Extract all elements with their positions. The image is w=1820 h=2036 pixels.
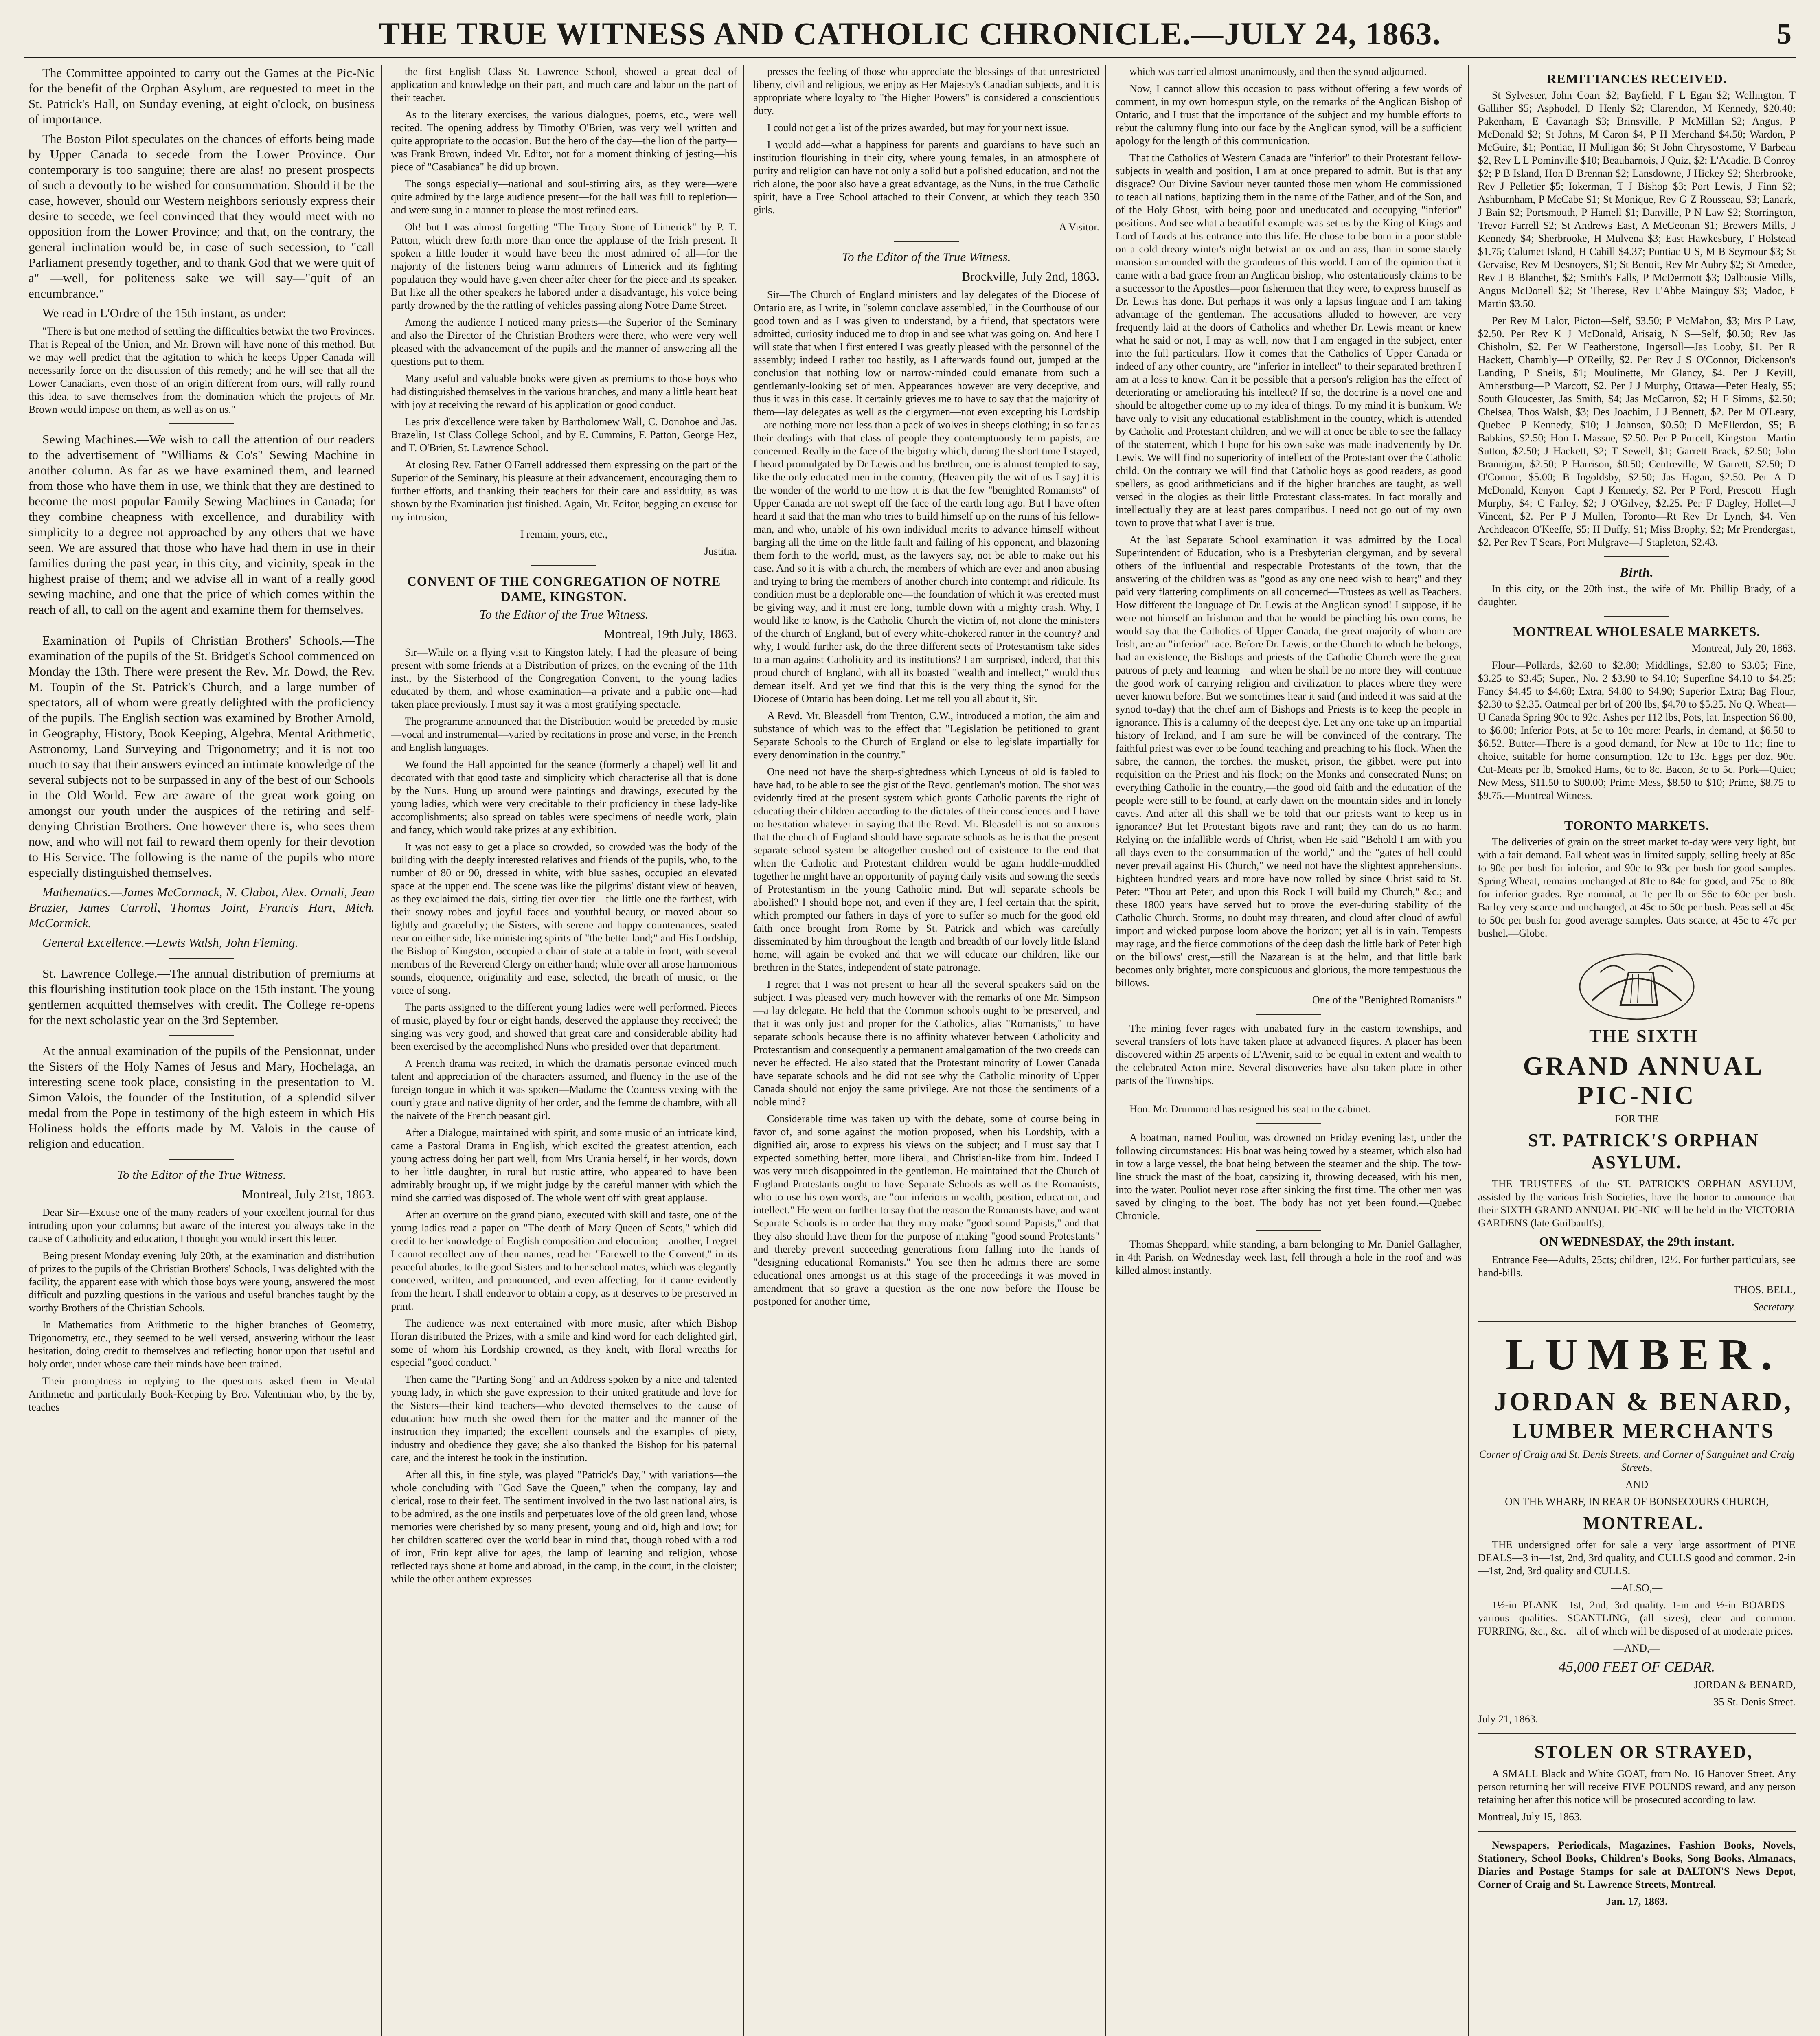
paragraph: The mining fever rages with unabated fury in the eastern townships, and several transfers of lots have taken place at advanced figures. A placer has been discovered within 25 arpents of L'Avenir, said to be equal in extent and wealth to the celebrated Acton mine. Several discoveries have also taken place in other parts of the Townships. bbox=[1116, 1022, 1462, 1086]
separator bbox=[1256, 1014, 1321, 1015]
paragraph: Examination of Pupils of Christian Brothers' Schools.—The examination of the pupils of the St. Bridget's School commenced on Monday the 13th. There were present the Rev. Mr. Dowd, the Rev. M. Toupin of the St. Patrick's Church, and a large number of spectators, all of whom were greatly delighted with the proficiency of the pupils. The English section was examined by Brother Arnold, in Geography, History, Book Keeping, Algebra, Mental Arithmetic, Astronomy, Land Surveying and Trigonometry; and it is not too much to say that their answers evinced an intimate knowledge of the several subjects not to be surpassed in any of the best of our Schools in the Old World. Few are aware of the great work going on amongst our youth under the auspices of the retiring and self-denying Christian Brothers. One however there is, who sees them now, and who will not fail to reward them openly for their devotion to His Service. The following is the name of the pupils who more especially distinguished themselves. bbox=[29, 633, 375, 880]
paragraph: Being present Monday evening July 20th, at the examination and distribution of prizes to the pupils of the Christian Brothers' Schools, I was delighted with the facility, the apparent ease with which those boys were young, answered the most difficult and puzzling questions in the various and useful branches taught by the worthy Brothers of the Christian Schools. bbox=[29, 1250, 375, 1314]
paragraph: Dear Sir—Excuse one of the many readers of your excellent journal for thus intruding upon your columns; but aware of the interest you always take in the cause of Catholicity and education, I thought you would insert this letter. bbox=[29, 1207, 375, 1244]
paragraph: Sir—While on a flying visit to Kingston lately, I had the pleasure of being present with some friends at a Distribution of prizes, on the evening of the 11th inst., by the Sisterhood of the Congregation Convent, to the young ladies educated by them, and whose examination—a private and a public one—had taken place previously. I must say it was a most gratifying spectacle. bbox=[391, 646, 737, 710]
birth-notice: In this city, on the 20th inst., the wife of Mr. Phillip Brady, of a daughter. bbox=[1478, 583, 1796, 608]
paragraph: presses the feeling of those who appreciate the blessings of that unrestricted liberty, civil and religious, we enjoy as Her Majesty's Canadian subjects, and it is appropriate where loyalty to "the Higher Powers" is considered a conscientious duty. bbox=[753, 66, 1099, 116]
paragraph: After a Dialogue, maintained with spirit, and some music of an intricate kind, came a Pastoral Drama in English, which excited the greatest attention, each young actress doing her part well, from Mrs Urania herself, in her words, down to her little daughter, in rural but rustic attire, who appeared to have been admirably brought up, if we might judge by the careful manner with which the mind she carried was disposed of. The whole went off with great applause. bbox=[391, 1127, 737, 1204]
paragraph: The programme announced that the Distribution would be preceded by music—vocal and instrumental—varied by recitations in prose and verse, in the French and English languages. bbox=[391, 715, 737, 753]
paragraph: The Committee appointed to carry out the Games at the Pic-Nic for the benefit of the Orphan Asylum, are requested to meet in the St. Patrick's Hall, on Sunday evening, at eight o'clock, on business of importance. bbox=[29, 66, 375, 126]
separator bbox=[1604, 616, 1669, 617]
paragraph: We read in L'Ordre of the 15th instant, as under: bbox=[42, 306, 286, 320]
column-3 bbox=[753, 65, 1099, 2036]
markets-report: Flour—Pollards, $2.60 to $2.80; Middlings, $2.80 to $3.05; Fine, $3.25 to $3.45; Super., No. 2 $3.90 to $4.10; Superfine $4.10 to $4.25; Fancy $4.45 to $4.60; Extra, $4.80 to $4.90; Superior Extra; Bag Flour, $2.30 to $2.35. Oatmeal per brl of 200 lbs, $4.70 to $5.25. No Q. Wheat—U Canada Spring 90c to 92c. Ashes per 112 lbs, Pots, lat. Inspection $6.80, to $6.00; Inferior Pots, at 5c to 10c more; Pearls, in demand, at $6.50 to $6.52. Butter—There is a good demand, for New at 10c to 11c; fine to choice, suitable for home consumption, 12c to 13c. Eggs per doz, 90c. Cut-Meats per lb, Smoked Hams, 6c to 8c. Bacon, 3c to 5c. Pork—Quiet; New Mess, $11.50 to $00.00; Prime Mess, $8.50 to $10; Prime, $8.75 to $9.75.—Montreal Witness. bbox=[1478, 659, 1796, 801]
letter-date: Montreal, July 21st, 1863. bbox=[242, 1187, 375, 1201]
letter-date: Brockville, July 2nd, 1863. bbox=[962, 269, 1099, 283]
separator bbox=[169, 423, 234, 424]
separator bbox=[1604, 556, 1669, 557]
separator bbox=[169, 1035, 234, 1036]
picnic-entrance: Entrance Fee—Adults, 25cts; children, 12½. For further particulars, see hand-bills. bbox=[1478, 1254, 1796, 1279]
jb-cedar: 45,000 FEET OF CEDAR. bbox=[1558, 1659, 1715, 1675]
jb-signature: JORDAN & BENARD, bbox=[1694, 1679, 1796, 1691]
paragraph: After an overture on the grand piano, executed with skill and taste, one of the young ladies read a paper on "The death of Mary Queen of Scots," which did credit to her knowledge of English composition and elocution;—another, I regret I cannot recollect any of their names, read her "Farewell to the Convent," in its peaceful abodes, to the good Sisters and to her school mates, which was elegantly conceived, written, and pronounced, and even affecting, for it came evidently from the heart. I shall endeavor to obtain a copy, as it deserves to be preserved in print. bbox=[391, 1209, 737, 1312]
paragraph: At the last Separate School examination it was admitted by the Local Superintendent of Education, who is a Presbyterian clergyman, and by several others of the influential and respectable Protestants of the town, that the answering of the children was as "good as any one need wish to hear;" and they paid very flattering compliments on all concerned—Trustees as well as Teachers. How different the language of Dr. Lewis at the Anglican synod! I suppose, if he were not himself an Irishman and that he would be pinching his own corns, he would say that the Catholics of Upper Canada, the great majority of whom are Irish, are an "inferior" race. Before Dr. Lewis, or the Church to which he belongs, had an existence, the Bishops and priests of the Catholic Church were the great patrons of piety and learning—and when he shall be no more they will continue the good work of carrying religion and civilization to places where they were never known before. But we sometimes hear it said (and indeed it was said at the synod to-day) that the chief aim of Bishops and Priests is to keep the people in ignorance. This is a calumny of the deepest dye. Let any one take up an impartial history of Ireland, and I am sure he will be convinced of the contrary. The faithful priest was ever to be found teaching and preaching to his flock. When the sabre, the cannon, the torches, the musket, prison, the gibbet, were put into requisition on the Priest and his flock; on the Monks and consecrated Nuns; on everything Catholic in the country,—the good old faith and the education of the people were still to be found, at early dawn on the mountain sides and in lonely caves. And after all this shall we be told that our priests want to keep us in ignorance? But let Protestant bigots rave and rant; they can do us no harm. Relying on the infallible words of Christ, when He said "Behold I am with you all days even to the consummation of the world," and the "gates of hell could never prevail against His Church," we need not have the slightest apprehensions. Eighteen hundred years and more have now rolled by since Christ said to St. Peter: "Thou art Peter, and upon this Rock I will build my Church," &c.; and these 1800 years have served but to prove the ever-during stability of the Catholic Church. Storms, no doubt may threaten, and cloud after cloud of awful import and wicked purpose loom above the horizon; yet all is in vain. Tempests may rage, and the fierce commotions of the deep dash the little bark of Peter high on the billows' crest,—still the Nazarean is at the helm, and that little bark becomes only brighter, more conspicuous and glorious, the more tempestuous the billows. bbox=[1116, 534, 1462, 989]
paragraph: After all this, in fine style, was played "Patrick's Day," with variations—the whole concluding with "God Save the Queen," when the company, lay and clerical, rose to their feet. The sentiment involved in the two last national airs, is to be admired, as the one instils and perpetuates love of the old green land, whose memories were cherished by so many present, young and old, high and low; for her children scattered over the world bear in mind that, though robed with a rod of iron, Erin kept alive for ages, the lamp of learning and religion, whose reflected rays shone at home and abroad, in the camp, in the court, in the cloister; while the other anthem expresses bbox=[391, 1469, 737, 1585]
separator bbox=[1478, 1733, 1796, 1734]
paragraph: Considerable time was taken up with the debate, some of course being in favor of, and some against the motion proposed, when his Lordship, with a dignified air, arose to express his views on the subject; and I must say that I expected something better, more liberal, and Christian-like from him. Indeed I was very much disappointed in the gentleman. He maintained that the Church of England Protestants ought to have Separate Schools as well as the Romanists, who to use his own words, are "our inferiors in wealth, position, education, and intellect." He went on further to say that the reason the Romanists have, and want Separate Schools is in order that they may make "good sound Papists," and that they also should have them for the purpose of making "good sound Protestants" and thereby prevent succeeding generations from falling into the hands of "designing educational Romanists." You see then he admits there are some educational ones amongst us at this stage of the proceedings it was moved in amendment that so grave a question as the one now before the House be postponed for another time, bbox=[753, 1113, 1099, 1307]
quoted-paragraph: "There is but one method of settling the difficulties betwixt the two Provinces. That is Repeal of the Union, and Mr. Brown will have none of this method. But we may well predict that the agitation to which he keeps Upper Canada will necessarily force on the discussion of this remedy; and he will see that all the Lower Canadians, even those of an origin different from ours, will rally round this idea, to save themselves from the domination which the projects of Mr. Brown would impose on them, as well as on us." bbox=[29, 325, 375, 415]
picnic-for-the: FOR THE bbox=[1615, 1113, 1659, 1125]
column-4 bbox=[1116, 65, 1462, 2036]
paragraph: In Mathematics from Arithmetic to the higher branches of Geometry, Trigonometry, etc., they seemed to be well versed, answering without the least hesitation, doing credit to themselves and reflecting honor upon that useful and holy order, under whose care their minds have been trained. bbox=[29, 1319, 375, 1370]
paragraph: A boatman, named Pouliot, was drowned on Friday evening last, under the following circumstances: His boat was being towed by a steamer, which also had in tow a large vessel, the boat being between the steamer and the ship. The tow-line struck the mast of the boat, capsizing it, throwing deceased, with his men, into the water. Pouliot never rose after sinking the first time. The other men was saved by clinging to the boat. The body has not yet been found.—Quebec Chronicle. bbox=[1116, 1132, 1462, 1222]
paragraph: I regret that I was not present to hear all the several speakers said on the subject. I was pleased very much however with the remarks of one Mr. Simpson—a lay delegate. He held that the Common schools ought to be preserved, and that it was only just and proper for the Catholics, alias "Romanists," to have separate schools because there is no affinity whatever between Catholicity and Protestantism and consequently a permanent amalgamation of the two creeds can never be effected. He also stated that the Protestant minority of Lower Canada have separate schools and he did not see why the Catholic minority of Upper Canada should not enjoy the same privilege. Are not those the sentiments of a noble mind? bbox=[753, 979, 1099, 1108]
picnic-title: GRAND ANNUAL PIC-NIC bbox=[1523, 1051, 1765, 1110]
harp-crest-icon bbox=[1576, 948, 1698, 1021]
birth-heading: Birth. bbox=[1620, 565, 1654, 579]
column-1 bbox=[29, 65, 375, 2036]
page-number: 5 bbox=[1777, 18, 1791, 50]
markets-heading: MONTREAL WHOLESALE MARKETS. bbox=[1513, 624, 1761, 639]
paragraph: I could not get a list of the prizes awarded, but may for your next issue. bbox=[767, 122, 1069, 134]
paragraph: At the annual examination of the pupils of the Pensionnat, under the Sisters of the Holy Names of Jesus and Mary, Hochelaga, an interesting scene took place, consisting in the presentation to M. Simon Valois, the founder of the Institution, of a splendid silver medal from the Pope in testimony of the high esteem in which His Holiness holds the efforts made by M. Valois in the cause of religion and education. bbox=[29, 1044, 375, 1151]
stolen-notice: A SMALL Black and White GOAT, from No. 16 Hanover Street. Any person returning her will receive FIVE POUNDS reward, and any person retaining her after this notice will be prosecuted according to law. bbox=[1478, 1768, 1796, 1806]
signature: Justitia. bbox=[704, 545, 737, 557]
paragraph: General Excellence.—Lewis Walsh, John Fleming. bbox=[42, 935, 298, 950]
paragraph: Hon. Mr. Drummond has resigned his seat in the cabinet. bbox=[1129, 1103, 1371, 1115]
paragraph: The parts assigned to the different young ladies were well performed. Pieces of music, played by four or eight hands, deserved the applause they received; the singing was very good, and showed that great care and considerable ability had been exercised by the accomplished Nuns who presided over that department. bbox=[391, 1001, 737, 1052]
paragraph: Oh! but I was almost forgetting "The Treaty Stone of Limerick" by P. T. Patton, which drew forth more than once the applause of the Irish present. It spoken a little louder it would have been the most admired of all—for the majority of the listeners being warm admirers of Limerick and its fighting population they would have given cheer after cheer for the piece and its speaker. But like all the other speakers he labored under a disadvantage, his voice being partly drowned by the the rattling of vehicles passing along Notre Dame Street. bbox=[391, 221, 737, 311]
dalton-date: Jan. 17, 1863. bbox=[1606, 1896, 1668, 1907]
picnic-signature-title: Secretary. bbox=[1753, 1301, 1796, 1313]
paragraph: Thomas Sheppard, while standing, a barn belonging to Mr. Daniel Gallagher, in 4th Parish, on Wednesday week last, fell through a hole in the roof and was killed almost instantly. bbox=[1116, 1238, 1462, 1276]
separator bbox=[169, 1159, 234, 1160]
paragraph: The Boston Pilot speculates on the chances of efforts being made by Upper Canada to secede from the Lower Province. Our contemporary is too sanguine; there are alas! no present prospects of such a devoutly to be wished for consummation. Should it be the case, however, should our Western neighbors seriously express their desire to secede, we feel convinced that they would meet with no opposition from the Lower Province; and that, on the contrary, the general inclination would be, in case of such secession, to "call Parliament presently together, and to thank God that we were quit of a" —well, for politeness sake we will say—"quit of an encumbrance." bbox=[29, 132, 375, 301]
paragraph: The audience was next entertained with more music, after which Bishop Horan distributed the Prizes, with a smile and kind word for each delighted girl, some of whom his Lordship crowned, as they knelt, with floral wreaths for especial "good conduct." bbox=[391, 1317, 737, 1368]
jordan-benard-title: JORDAN & BENARD, bbox=[1494, 1387, 1794, 1416]
column-rule bbox=[1468, 65, 1469, 2036]
paragraph: The songs especially—national and soul-stirring airs, as they were—were quite admired by the large audience present—for the hall was full to repletion—and were sung in a manner to please the most refined ears. bbox=[391, 178, 737, 216]
lumber-title: LUMBER. bbox=[1505, 1330, 1782, 1379]
jb-city: MONTREAL. bbox=[1583, 1513, 1704, 1533]
picnic-the-sixth: THE SIXTH bbox=[1589, 1026, 1698, 1046]
paragraph: It was not easy to get a place so crowded, so crowded was the body of the building with the deeply interested relatives and friends of the pupils, who, to the number of 80 or 90, dressed in white, with blue sashes, occupied an elevated space at the upper end. The scene was like the pilgrims' distant view of heaven, as they exclaimed the dais, sitting tier over tier—the little one the farthest, with their snowy robes and joyful faces and youthful beauty, or moved about so lightly and gracefully; the Sisters, with serene and happy countenances, seated near on either side, like ministering spirits of "the better land;" and His Lordship, the Bishop of Kingston, occupied a chair of state at a table in front, with several members of the Reverend Clergy on either hand; while over all arose harmonious sounds, eloquence, originality and ease, selected, the breath of music, or the voice of song. bbox=[391, 841, 737, 996]
remittances-list: St Sylvester, John Coarr $2; Bayfield, F L Egan $2; Wellington, T Galliher $5; Asphodel, D Henly $2; Clarendon, M Kennedy, $20.40; Pakenham, E Cavanagh $3; Brinsville, P McMillan $2; Angus, P McDonald $2; St Johns, M Caron $4, P H Merchand $4.50; Wardon, P McGuire, $1; Pontiac, H Mulligan $6; St John Chrysostome, V Barbeau $2, Rev L L Pominville $10; Beauharnois, J Quiz, $2; L'Acadie, B Conroy $2; P B Island, Hon D Brennan $2; Lansdowne, J Hickey $2; Sherbrooke, Rev J Pelletier $5; Iokerman, T J Bishop $3; Port Lewis, J Finn $2; Ashburnham, P McCabe $1; St Monique, Rev G Z Rousseau, $3; Lanark, J Bain $2; Portsmouth, P Hamell $1; Danville, P N Law $2; Storrington, Trevor Farrell $2; St Andrews East, A McGeonan $1; Brewers Mills, J Kennedy $4; Sherbrooke, H Mulvena $3; East Hawkesbury, T Holstead $1.75; Calumet Island, H Cahill $4.37; Pontiac U S, M B Seymour $3; St Gervaise, Rev M Desnoyers, $1; St Benoit, Rev Mr Aubry $2; St Amedee, Rev J B Blanchet, $2; Smith's Falls, P McDermott $3; Dalhousie Mills, Angus McDonell $2; St Therese, Rev L'Abbe Mainguy $3; Madoc, F Martin $3.50. bbox=[1478, 89, 1796, 309]
jb-date: July 21, 1863. bbox=[1478, 1713, 1538, 1725]
stolen-heading: STOLEN OR STRAYED, bbox=[1534, 1742, 1753, 1762]
jb-also: —ALSO,— bbox=[1611, 1582, 1663, 1594]
lumber-merchants: LUMBER MERCHANTS bbox=[1513, 1419, 1775, 1443]
letter-heading: To the Editor of the True Witness. bbox=[117, 1167, 286, 1182]
letter-heading: To the Editor of the True Witness. bbox=[842, 250, 1011, 264]
paragraph: Many useful and valuable books were given as premiums to those boys who had distinguished themselves in the various branches, and many a little heart beat with joy at receiving the reward of his application or good conduct. bbox=[391, 373, 737, 410]
paragraph: St. Lawrence College.—The annual distribution of premiums at this flourishing institution took place on the 15th instant. The young gentlemen acquitted themselves with credit. The College re-opens for the next scholastic year on the 3rd September. bbox=[29, 966, 375, 1027]
letter-date: Montreal, 19th July, 1863. bbox=[604, 627, 737, 641]
markets-date: Montreal, July 20, 1863. bbox=[1691, 642, 1796, 654]
dalton-notice: Newspapers, Periodicals, Magazines, Fashion Books, Novels, Stationery, School Books, Children's Books, Song Books, Almanacs, Diaries and Postage Stamps for sale at DALTON'S News Depot, Corner of Craig and St. Lawrence Streets, Montreal. bbox=[1478, 1839, 1796, 1890]
closing: I remain, yours, etc., bbox=[520, 528, 608, 540]
paragraph: A French drama was recited, in which the dramatis personae evinced much talent and appreciation of the characters assumed, and fluency in the use of the foreign tongue in which it was spoken—Madame the Countess vexing with the courtly grace and native dignity of her order, and the femme de chambre, with all the naivete of the French peasant girl. bbox=[391, 1057, 737, 1121]
separator bbox=[894, 241, 959, 242]
paragraph: Sewing Machines.—We wish to call the attention of our readers to the advertisement of "Williams & Co's" Sewing Machine in another column. As far as we have examined them, and learned from those who have them in use, we think that they are destined to become the most popular Family Sewing Machines in Canada; for they combine cheapness with excellence, and durability with simplicity to a degree not approached by any others that we have seen. We are assured that those who have had them in use in their families during the past year, in this city, and vicinity, speak in the highest praise of them; and we advise all in want of a really good sewing machine, and one that the price of which comes within the reach of all, to call on the agent and examine them for themselves. bbox=[29, 432, 375, 617]
separator bbox=[1256, 1230, 1321, 1231]
separator bbox=[1478, 1321, 1796, 1322]
toronto-markets-heading: TORONTO MARKETS. bbox=[1564, 818, 1710, 833]
toronto-markets-report: The deliveries of grain on the street market to-day were very light, but with a fair demand. Fall wheat was in limited supply, selling freely at 85c to 90c per bush for inferior, and 90c to 93c per bush for good samples. Spring Wheat, remains unchanged at 81c to 84c for good, and 75c to 80c for inferior grades. Rye nominal, at 1c per lb or 56c to 60c per bush. Barley very scarce and unchanged, at 45c to 50c per bush. Peas sell at 45c to 50c per bush for good average samples. Oats scarce, at 45c to 47c per bushel.—Globe. bbox=[1478, 836, 1796, 939]
separator bbox=[169, 958, 234, 959]
paragraph: A Revd. Mr. Bleasdell from Trenton, C.W., introduced a motion, the aim and substance of which was to the effect that "Legislation be petitioned to grant Separate Schools to the Church of England or else to legislate impartially for every denomination in the country." bbox=[753, 710, 1099, 761]
separator bbox=[1478, 1831, 1796, 1832]
jb-body-2: 1½-in PLANK—1st, 2nd, 3rd quality. 1-in and ½-in BOARDS—various qualities. SCANTLING, (all sizes), clear and common. FURRING, &c., &c.—all of which will be disposed of at moderate prices. bbox=[1478, 1599, 1796, 1637]
paragraph: One need not have the sharp-sightedness which Lynceus of old is fabled to have had, to be able to see the gist of the Revd. gentleman's motion. The shot was evidently fired at the present system which grants Catholic parents the right of educating their children according to the dictates of their consciences and I have no hesitation whatever in saying that the Revd. Mr. Bleasdell is not so anxious that the church of England should have separate schools as he is that the present separate school system be altogether crushed out of existence to the end that when the Catholic and Protestant children would be again huddle-muddled together he might have an opportunity of paying daily visits and sowing the seeds of Protestantism in the young Catholic mind. But will separate schools be abolished? I should hope not, and even if they are, I feel certain that the spirit, which prompted our fathers in days of yore to suffer so much for the good old faith once brought from Rome by St. Patrick and which was carefully disseminated by him throughout the length and breadth of our lovely little Island home, will again be evoked and that we will educate our children, like our brethren in the States, independent of state patronage. bbox=[753, 766, 1099, 973]
picnic-signature: THOS. BELL, bbox=[1733, 1284, 1796, 1296]
paragraph: Their promptness in replying to the questions asked them in Mental Arithmetic and particularly Book-Keeping by Bro. Valentinian who, by the by, teaches bbox=[29, 1375, 375, 1413]
paragraph: Among the audience I noticed many priests—the Superior of the Seminary and also the Director of the Christian Brothers were there, who were very well pleased with the advancement of the pupils and the manner of answering all the questions put to them. bbox=[391, 316, 737, 367]
jb-signature-address: 35 St. Denis Street. bbox=[1713, 1696, 1796, 1708]
article-heading: CONVENT OF THE CONGREGATION OF NOTRE DAME, KINGSTON. bbox=[407, 574, 721, 604]
picnic-asylum: ST. PATRICK'S ORPHAN ASYLUM. bbox=[1528, 1130, 1759, 1172]
column-rule bbox=[1105, 65, 1106, 2036]
separator bbox=[531, 565, 596, 566]
jb-and-2: —AND,— bbox=[1613, 1642, 1660, 1654]
paragraph: That the Catholics of Western Canada are "inferior" to their Protestant fellow-subjects in wealth and position, I am at once prepared to admit. But is that any disgrace? Our Divine Saviour never taunted those men whom He commissioned to teach all nations, baptizing them in the name of the Father, and of the Son, and of the Holy Ghost, with being poor and uneducated and occupying "inferior" positions. And see what a beautiful example was set us by the King of Kings and Lord of Lords at his entrance into this life. He chose to be born in a poor stable on a cold dreary winter's night betwixt an ox and an ass, than in some stately mansion surrounded with the grandeurs of this world. I am of the opinion that it came with a bad grace from an Anglican bishop, who ostentatiously claims to be a successor to the Apostles—poor fishermen that they were, to express himself as Dr. Lewis has done. But perhaps it was only a lapsus linguae and I am taking advantage of the gentleman. The accusations alluded to however, are very frequently laid at the doors of Catholics and whether Dr. Lewis meant or knew what he said or not, I may as well, now that I am engaged in the subject, enter into the full particulars. How it comes that the Catholics of Upper Canada or indeed of any other country, are "inferior in intellect" to their separated brethren I am at a loss to know. Can it be possible that a person's religion has the effect of deteriorating or ameliorating his intellect? If so, the doctrine is a novel one and should be altogether come up to my idea of things. To my mind it is bunkum. We have only to visit any educational establishment in the country, which is attended by Catholic and Protestant children, and we will at once be able to see the fallacy of the statement, which I hope for his own sake was made inadvertently by Dr. Lewis. We will find no superiority of intellect of the Protestant over the Catholic child. On the contrary we will find that Catholic boys as good readers, as good spellers, as good arithmeticians and if the higher branches are taught, as well versed in the ologies as their little Protestant class-mates. In fact morally and intellectually they are at least pares comparibus. I need not go out of my own town to prove that what I aver is true. bbox=[1116, 152, 1462, 529]
jb-and: AND bbox=[1625, 1479, 1649, 1490]
stolen-date: Montreal, July 15, 1863. bbox=[1478, 1811, 1582, 1823]
column-rule bbox=[743, 65, 744, 2036]
paragraph: Then came the "Parting Song" and an Address spoken by a nice and talented young lady, in which she gave expression to their united gratitude and love for the Sisters—their kind teachers—who devoted themselves to the cause of education: how much she owed them for the matter and the manner of the instruction they imparted; the excellent counsels and the examples of piety, industry and obedience they gave; she also thanked the Bishop for his paternal care, and the interest he took in the institution. bbox=[391, 1373, 737, 1463]
jb-body: THE undersigned offer for sale a very large assortment of PINE DEALS—3 in—1st, 2nd, 3rd quality, and CULLS good and common. 2-in—1st, 2nd, 3rd quality and CULLS. bbox=[1478, 1539, 1796, 1577]
remittances-heading: REMITTANCES RECEIVED. bbox=[1547, 71, 1727, 86]
paragraph: the first English Class St. Lawrence School, showed a great deal of application and knowledge on their part, and much care and labor on the part of their teacher. bbox=[391, 66, 737, 103]
paragraph: which was carried almost unanimously, and then the synod adjourned. bbox=[1129, 66, 1427, 77]
paragraph: Sir—The Church of England ministers and lay delegates of the Diocese of Ontario are, as I write, in "solemn conclave assembled," in the Courthouse of our good town and as I was given to understand, by a friend, that spectators were admitted, curiosity induced me to drop in and see what was going on. And here I will state that when I first entered I was greatly pleased with the personnel of the assembly; indeed I rather too hastily, as I afterwards found out, jumped at the conclusion that nothing low or narrow-minded could emanate from such a gentlemanly-looking set of men. Appearances however are very deceptive, and thus it was in this case. It certainly grieves me to have to say that the majority of them—lay delegates as well as the clergymen—not even excepting his Lordship—are nothing more nor less than a pack of wolves in sheeps clothing; in so far as their dealings with that class of people they contemptuously term papists, are concerned. Really in the face of the bigotry which, during the short time I stayed, I heard promulgated by Dr Lewis and his brethren, one is almost tempted to say, like the only educated men in the country, (Heaven pity the wit of us I say) it is the wonder of the world to me how it is that the few "benighted Romanists" of Upper Canada are not swept off the face of the earth long ago. But I have often heard it said that the man who tries to build himself up on the ruins of his fellow-man, and who, unable of his own individual merits to advance himself without barging all the time on the little fault and failing of his opponent, and blazoning them forth to the world, must, as the lawyers say, not be able to make out his case. And so it is with a church, the members of which are ever and anon abusing and trying to bring the members of another church into contempt and ridicule. Its condition must be a deplorable one—the foundation of which it was erected must be giving way, and it must ere long, tumble down with a mighty crash. Why, I would like to know, is the Catholic Church the victim of, not alone the ministers of the church of England, but of every white-chokered ranter in the country? and why, I would further ask, do the three different sects of Protestantism take sides to a man against Catholicity and its institutions? I am surprised, indeed, that this proud church of England, with all its boasted "wealth and intellect," would thus demean itself. And yet we find that this is the very thing the synod for the Diocese of Ontario has been doing. Let me tell you all about it, Sir. bbox=[753, 289, 1099, 704]
column-2 bbox=[391, 65, 737, 2036]
signature: A Visitor. bbox=[1059, 221, 1099, 233]
picnic-date: ON WEDNESDAY, the 29th instant. bbox=[1539, 1234, 1734, 1248]
paragraph: Now, I cannot allow this occasion to pass without offering a few words of comment, in my own homespun style, on the remarks of the Anglican Bishop of Ontario, and I trust that the importance of the subject and my humble efforts to rebut the calumny flung into our face by the Anglican synod, will be a sufficient apology for the length of this communication. bbox=[1116, 83, 1462, 147]
paragraph: Les prix d'excellence were taken by Bartholomew Wall, C. Donohoe and Jas. Brazelin, 1st Class College School, and by E. Cummins, F. Patton, George Hez, and T. O'Brien, St. Lawrence School. bbox=[391, 416, 737, 454]
paragraph: We found the Hall appointed for the seance (formerly a chapel) well lit and decorated with that good taste and simplicity which characterise all that is done by the Nuns. Hung up around were paintings and drawings, executed by the young ladies, which were very creditable to their proficiency in these lady-like accomplishments; also spread on tables were specimens of needle work, plain and fancy, which would take prizes at any exhibition. bbox=[391, 759, 737, 836]
signature: One of the "Benighted Romanists." bbox=[1312, 994, 1462, 1006]
picnic-notice: THE TRUSTEES of the ST. PATRICK'S ORPHAN ASYLUM, assisted by the various Irish Societies, have the honor to announce that their SIXTH GRAND ANNUAL PIC-NIC will be held in the VICTORIA GARDENS (late Guilbault's), bbox=[1478, 1178, 1796, 1229]
remittances-list: Per Rev M Lalor, Picton—Self, $3.50; P McMahon, $3; Mrs P Law, $2.50. Per Rev K J McDonald, Arisaig, N S—Self, $0.50; Rev Jas Chisholm, $2. Per W Featherstone, Ingersoll—Jas Looby, $1. Per R Hackett, Chambly—P O'Reilly, $2. Per Rev J S O'Connor, Dickenson's Landing, P Sheils, $1; Moulinette, Mr Glancy, $4. Per J Kevill, Amherstburg—P Marcott, $2. Per J J Murphy, Ottawa—Peter Healy, $5; South Gloucester, Jas Smith, $4; Jas McCarron, $2; H F Simms, $2.50; Chelsea, Thos Walsh, $3; Des Joachim, J J Bennett, $2. Per M O'Leary, Quebec—P Kennedy, $10; J Johnson, $0.50; D McEllerdon, $5; B Babkins, $2.50; Hon L Massue, $2.50. Per P Purcell, Kingston—Martin Sutton, $2.50; J Hackett, $2; T Sewell, $1; Garrett Brack, $2.50; John Brannigan, $2.50; P Harrison, $0.50; Centreville, W Garrett, $2.50; D O'Connor, $5.00; B Ingoldsby, $2.50; Jas Hagan, $2.50. Per A D McDonald, Kenyon—Capt J Kennedy, $2. Per P Ford, Prescott—Hugh Murphy, $4; C Farley, $2; J O'Gilvey, $2.25. Per F Dagley, Hollet—J Vincent, $2. Per P J Mullen, Toronto—Rt Rev Dr Lynch, $4. Ven Archdeacon O'Keeffe, $5; H Duffy, $1; Miss Brophy, $2; Mr Prendergast, $2. Per Rev T Sears, Port Mulgrave—J Stapleton, $2.43. bbox=[1478, 315, 1796, 548]
newspaper-title: THE TRUE WITNESS AND CATHOLIC CHRONICLE.—JULY 24, 1863. bbox=[379, 16, 1441, 51]
separator bbox=[1256, 1123, 1321, 1124]
jb-address: Corner of Craig and St. Denis Streets, and Corner of Sanguinet and Craig Streets, bbox=[1479, 1448, 1795, 1473]
paragraph: As to the literary exercises, the various dialogues, poems, etc., were well recited. The opening address by Timothy O'Brien, was very well written and quite appropriate to the occasion. But the hero of the day—the lion of the party—was Frank Brown, indeed Mr. Editor, not for a moment thinking of jesting—his piece of "Casabianca" he did up brown. bbox=[391, 109, 737, 173]
masthead bbox=[24, 12, 1796, 59]
column-rule bbox=[381, 65, 382, 2036]
letter-heading: To the Editor of the True Witness. bbox=[479, 607, 649, 621]
paragraph: At closing Rev. Father O'Farrell addressed them expressing on the part of the Superior of the Seminary, his pleasure at their advancement, encouraging them to further efforts, and thanking their teachers for their care and assiduity, as was shown by the Examination just finished. Again, Mr. Editor, begging an excuse for my intrusion, bbox=[391, 459, 737, 523]
column-5 bbox=[1478, 65, 1796, 2036]
paragraph: I would add—what a happiness for parents and guardians to have such an institution flourishing in their city, where young females, in an atmosphere of purity and religion can have not only a solid but a polished education, and not the rich alone, the poor also have a great advantage, as the Nuns, in the true Catholic spirit, have a Free School attached to their Convent, at which they teach 350 girls. bbox=[753, 139, 1099, 216]
paragraph: Mathematics.—James McCormack, N. Clabot, Alex. Ornali, Jean Brazier, James Carroll, Thomas Joint, Francis Hart, Mich. McCormick. bbox=[29, 885, 375, 930]
jb-wharf: ON THE WHARF, IN REAR OF BONSECOURS CHURCH, bbox=[1505, 1496, 1769, 1507]
